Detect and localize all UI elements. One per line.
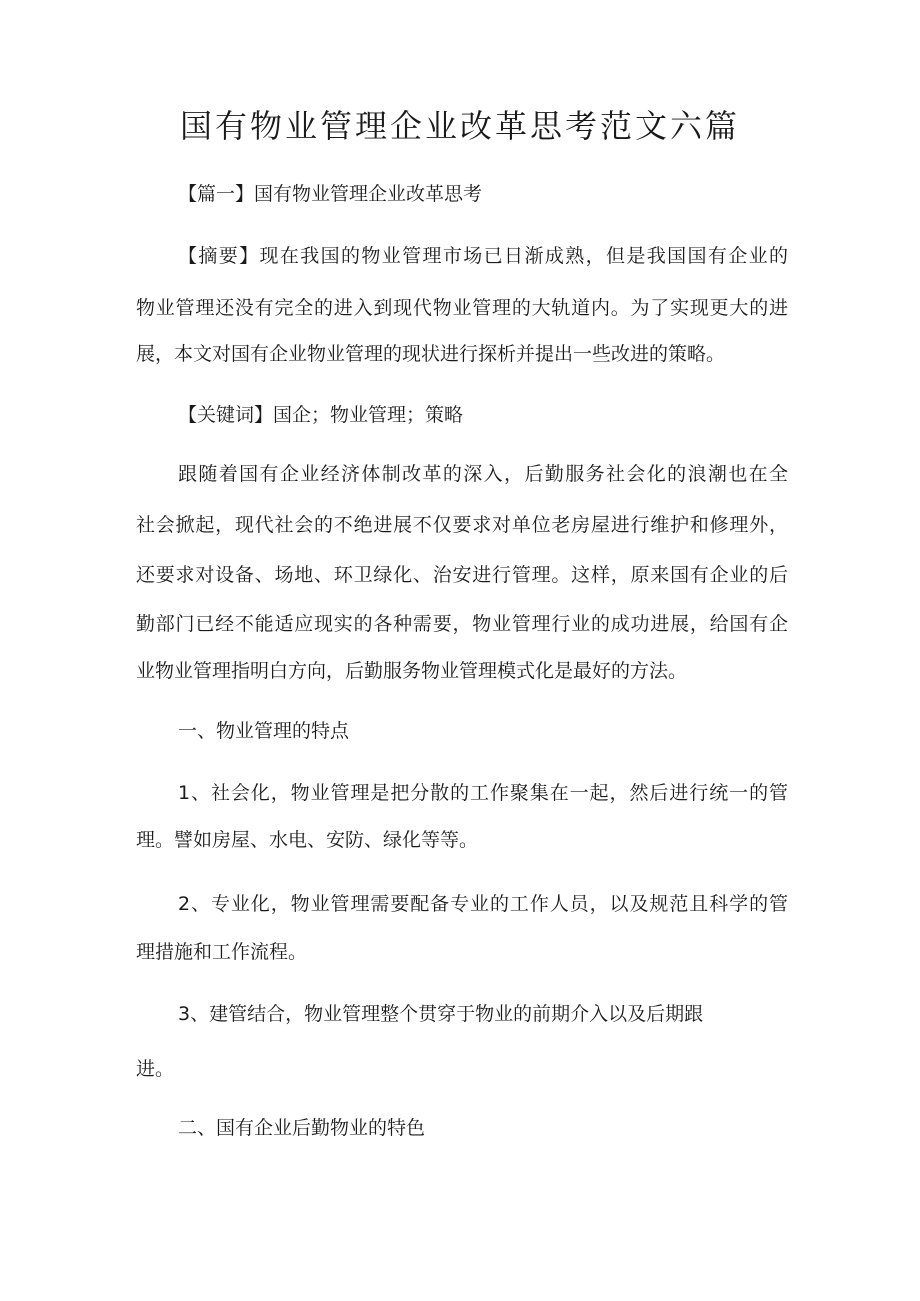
section-heading-2: 二、国有企业后勤物业的特色 <box>178 1117 426 1139</box>
abstract-line: 【摘要】现在我国的物业管理市场已日渐成熟，但是我国国有企业的 <box>178 245 788 267</box>
section-heading-1: 一、物业管理的特点 <box>178 720 350 742</box>
list-item-line: 理措施和工作流程。 <box>136 941 308 963</box>
list-item-line: 2、专业化，物业管理需要配备专业的工作人员，以及规范且科学的管 <box>178 893 788 915</box>
body-paragraph-line: 社会掀起，现代社会的不绝进展不仅要求对单位老房屋进行维护和修理外， <box>136 514 788 536</box>
body-paragraph-line: 业物业管理指明白方向，后勤服务物业管理模式化是最好的方法。 <box>136 660 688 682</box>
document-title: 国有物业管理企业改革思考范文六篇 <box>179 107 740 145</box>
section-heading: 【篇一】国有物业管理企业改革思考 <box>178 183 483 205</box>
list-item-line: 进。 <box>136 1058 175 1080</box>
abstract-line: 展，本文对国有企业物业管理的现状进行探析并提出一些改进的策略。 <box>136 343 726 365</box>
body-paragraph-line: 跟随着国有企业经济体制改革的深入，后勤服务社会化的浪潮也在全 <box>178 463 788 485</box>
list-item-line: 1、社会化，物业管理是把分散的工作聚集在一起，然后进行统一的管 <box>178 782 788 804</box>
body-paragraph-line: 还要求对设备、场地、环卫绿化、治安进行管理。这样，原来国有企业的后 <box>136 564 788 586</box>
abstract-line: 物业管理还没有完全的进入到现代物业管理的大轨道内。为了实现更大的进 <box>136 297 788 319</box>
list-item-line: 3、建管结合，物业管理整个贯穿于物业的前期介入以及后期跟 <box>178 1003 704 1025</box>
list-item-line: 理。譬如房屋、水电、安防、绿化等等。 <box>136 829 479 851</box>
keywords-line: 【关键词】国企；物业管理；策略 <box>178 404 464 426</box>
body-paragraph-line: 勤部门已经不能适应现实的各种需要，物业管理行业的成功进展，给国有企 <box>136 613 788 635</box>
